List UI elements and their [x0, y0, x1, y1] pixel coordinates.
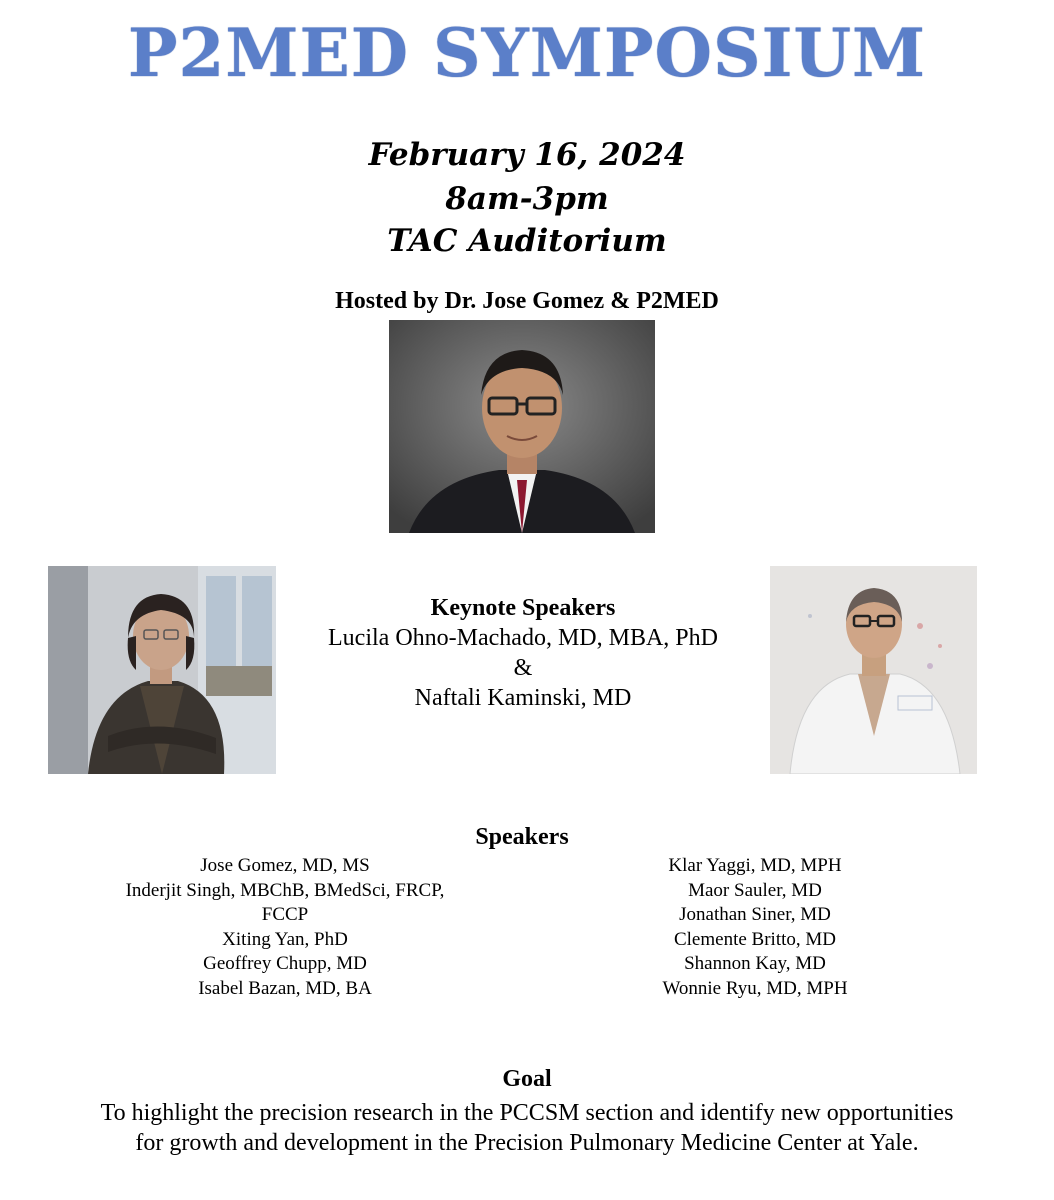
keynote-heading: Keynote Speakers — [430, 595, 616, 621]
goal-text: To highlight the precision research in the PCCSM section and identify new opportunities for growth and development in the Precision Pulmonary Medicine Center at Yale. — [100, 1100, 954, 1156]
speaker-name: FCCP — [261, 904, 309, 925]
speaker-name: Klar Yaggi, MD, MPH — [668, 855, 842, 876]
speakers-heading: Speakers — [475, 824, 569, 850]
speakers-left-column — [90, 854, 480, 1001]
keynote-speaker-1-photo — [48, 566, 276, 774]
speaker-name: Jonathan Siner, MD — [679, 904, 831, 925]
page-title: P2MED SYMPOSIUM — [127, 14, 927, 92]
hosted-by: Hosted by Dr. Jose Gomez & P2MED — [335, 288, 719, 314]
keynote-separator: & — [513, 655, 533, 681]
event-time: 8am-3pm — [445, 181, 609, 217]
keynote-section — [280, 593, 766, 713]
keynote-speaker-2: Naftali Kaminski, MD — [414, 685, 632, 711]
speaker-name: Inderjit Singh, MBChB, BMedSci, FRCP, — [125, 879, 445, 901]
speaker-name: Wonnie Ryu, MD, MPH — [662, 977, 848, 999]
speaker-name: Geoffrey Chupp, MD — [203, 953, 367, 974]
speaker-name: Xiting Yan, PhD — [222, 928, 348, 950]
speaker-name: Isabel Bazan, MD, BA — [198, 977, 372, 999]
keynote-speaker-1: Lucila Ohno-Machado, MD, MBA, PhD — [328, 625, 718, 651]
event-location: TAC Auditorium — [387, 223, 667, 259]
speaker-name: Maor Sauler, MD — [688, 879, 822, 901]
keynote-speaker-2-photo — [770, 566, 977, 774]
speaker-name: Jose Gomez, MD, MS — [200, 855, 370, 876]
event-date: February 16, 2024 — [368, 137, 686, 173]
speakers-right-column — [560, 854, 950, 1001]
goal-heading: Goal — [502, 1066, 552, 1092]
speaker-name: Clemente Britto, MD — [673, 928, 836, 950]
host-photo — [389, 320, 655, 533]
speaker-name: Shannon Kay, MD — [684, 953, 826, 974]
